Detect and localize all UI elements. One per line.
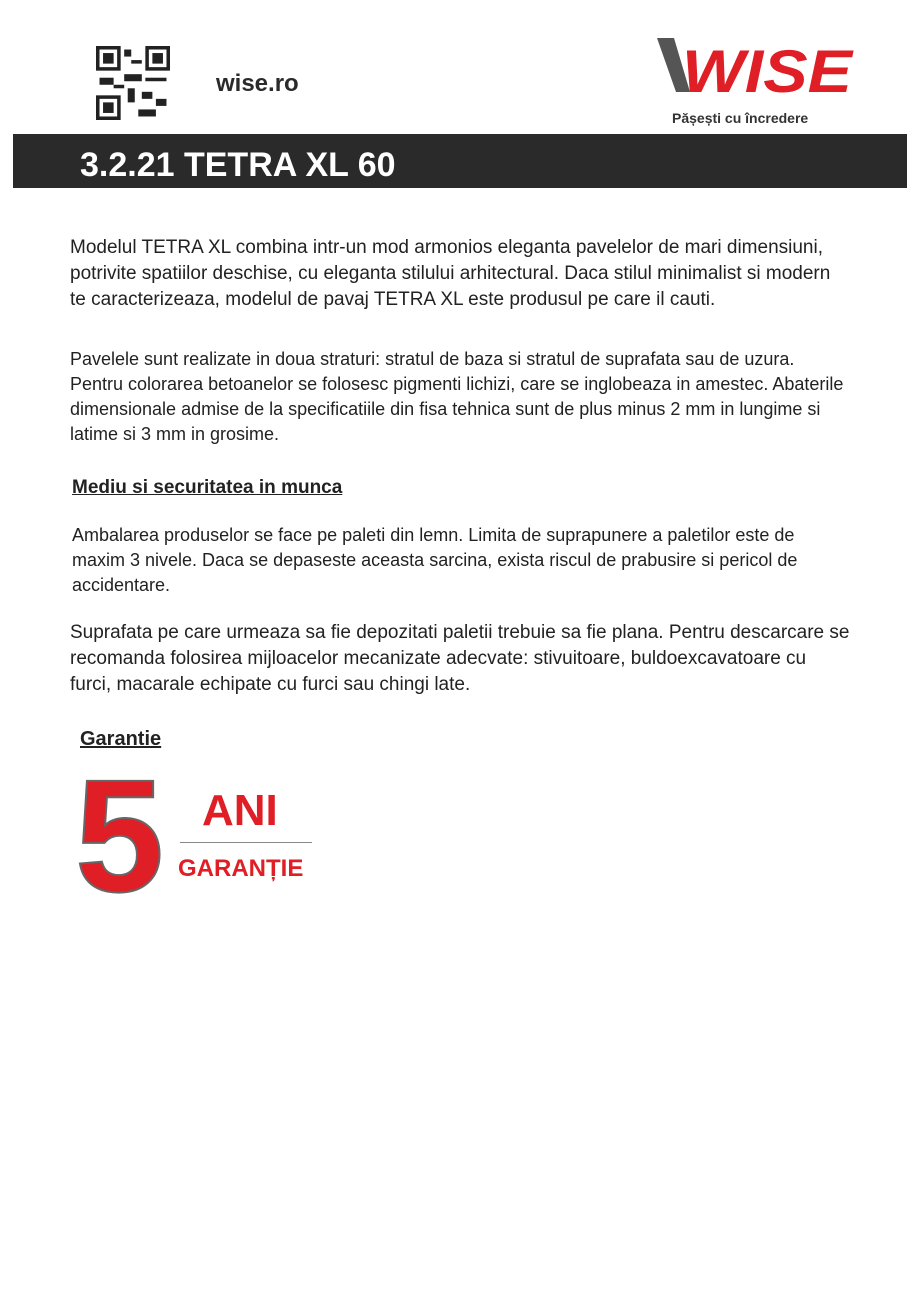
website-label[interactable]: wise.ro <box>216 70 299 97</box>
packaging-paragraph: Ambalarea produselor se face pe paleti din lemn. Limita de suprapunere a paletilor este de maxim 3 nivele. Daca se depaseste aceasta sarcina, exista riscul de prabusire si pericol de accidentare. <box>72 525 798 595</box>
storage-paragraph: Suprafata pe care urmeaza sa fie depozitati paletii trebuie sa fie plana. Pentru descarcare se recomanda folosirea mijloacelor mecanizate adecvate: stivuitoare, buldoexcavatoare cu furci, macarale echipate cu furci sau chingi late. <box>70 622 850 695</box>
wise-logo <box>652 36 862 106</box>
svg-text:5: 5 <box>75 769 164 899</box>
safety-heading: Mediu si securitatea in munca <box>72 477 343 498</box>
warranty-heading: Garantie <box>80 728 162 750</box>
badge-warranty: GARANȚIE <box>178 855 304 882</box>
qr-code-icon <box>96 46 170 120</box>
badge-divider <box>180 842 312 843</box>
badge-years: ANI <box>202 786 278 835</box>
content-column <box>70 235 850 904</box>
page-title: 3.2.21 TETRA XL 60 <box>80 146 396 184</box>
warranty-badge <box>70 769 330 904</box>
tagline: Pășești cu încredere <box>672 110 809 126</box>
five-years-badge-icon <box>75 769 175 899</box>
intro-paragraph: Modelul TETRA XL combina intr-un mod armonios eleganta pavelelor de mari dimensiuni, potrivite spatiilor deschise, cu eleganta stilului arhitectural. Daca stilul minimalist si modern te caracterizeaza, modelul de pavaj TETRA XL este produsul pe care il cauti. <box>70 237 831 310</box>
svg-text:WISE: WISE <box>682 38 855 105</box>
layers-paragraph: Pavelele sunt realizate in doua straturi: stratul de baza si stratul de suprafata sau de uzura. Pentru colorarea betoanelor se folosesc pigmenti lichizi, care se inglobeaza in amestec. Abaterile dimensionale admise de la specificatiile din fisa tehnica sunt de plus minus 2 mm in lungime si latime si 3 mm in grosime. <box>70 349 844 444</box>
